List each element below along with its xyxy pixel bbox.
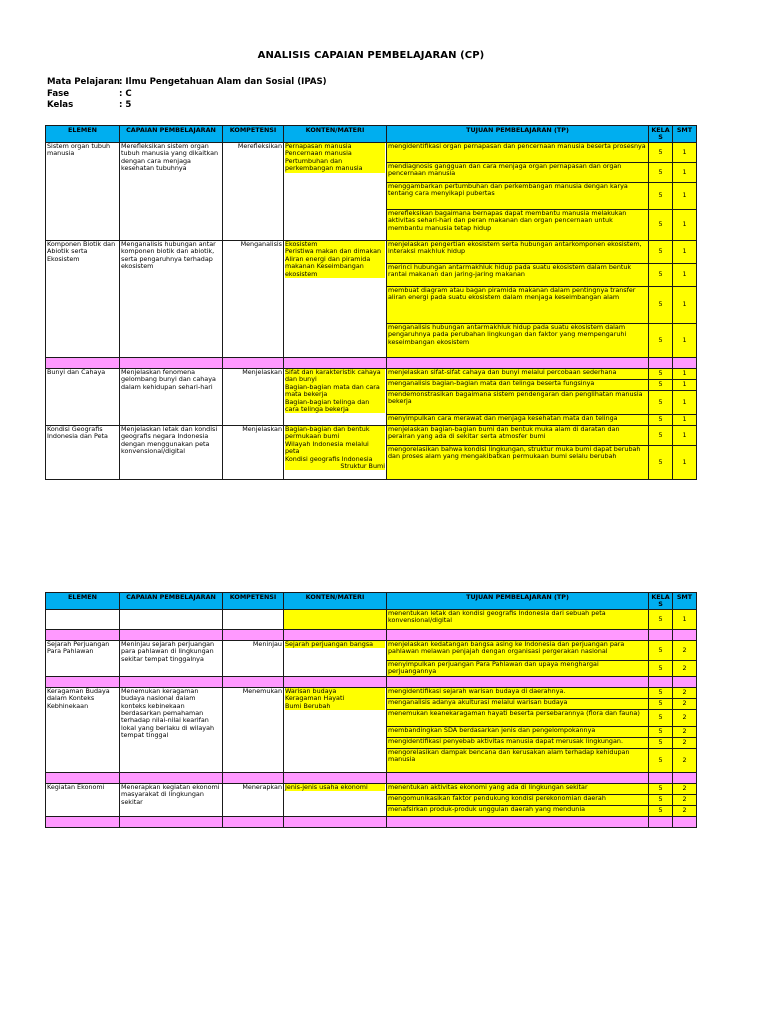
separator-cell bbox=[649, 772, 673, 783]
kelas-cell: 5 bbox=[649, 794, 673, 805]
elemen-cell: Kegiatan Ekonomi bbox=[46, 783, 120, 816]
table-row bbox=[46, 143, 697, 163]
kelas-cell: 5 bbox=[649, 210, 673, 241]
meta-row-mapel bbox=[47, 77, 327, 89]
separator-cell bbox=[223, 676, 284, 687]
separator-cell bbox=[120, 630, 223, 641]
tp-cell: menafsirkan produk-produk unggulan daerah yang mendunia bbox=[387, 805, 649, 816]
meta-value: : 5 bbox=[119, 100, 132, 111]
separator-cell bbox=[223, 358, 284, 369]
column-header: SMT bbox=[673, 593, 697, 610]
smt-cell: 2 bbox=[673, 783, 697, 794]
column-header: ELEMEN bbox=[46, 593, 120, 610]
elemen-cell bbox=[46, 610, 120, 630]
konten-item: Ekosistem bbox=[285, 241, 385, 248]
meta-label: Kelas bbox=[47, 100, 74, 111]
konten-item: Wilayah Indonesia melalui peta bbox=[285, 441, 385, 456]
column-header: CAPAIAN PEMBELAJARAN bbox=[120, 126, 223, 143]
cp-cell: Menjelaskan fenomena gelombang bunyi dan cahaya dalam kehidupan sehari-hari bbox=[120, 369, 223, 426]
tp-cell: mengomunikasikan faktor pendukung kondisi perekonomian daerah bbox=[387, 794, 649, 805]
smt-cell: 2 bbox=[673, 709, 697, 726]
konten-item: Bagian-bagian telinga dan cara telinga bekerja bbox=[285, 399, 385, 414]
column-header: KELAS bbox=[649, 593, 673, 610]
separator-cell bbox=[284, 816, 387, 827]
kelas-cell: 5 bbox=[649, 264, 673, 287]
konten-item: Kondisi geografis Indonesia bbox=[285, 456, 385, 463]
kelas-cell: 5 bbox=[649, 783, 673, 794]
kompetensi-cell: Menjelaskan bbox=[223, 426, 284, 480]
smt-cell: 1 bbox=[673, 426, 697, 446]
separator-cell bbox=[46, 630, 120, 641]
kelas-cell: 5 bbox=[649, 805, 673, 816]
konten-item: Bagian-bagian mata dan cara mata bekerja bbox=[285, 384, 385, 399]
separator-cell bbox=[120, 772, 223, 783]
kelas-cell: 5 bbox=[649, 415, 673, 426]
table-row bbox=[46, 610, 697, 630]
konten-item: Peristiwa makan dan dimakan bbox=[285, 248, 385, 255]
kelas-cell: 5 bbox=[649, 391, 673, 415]
separator-cell bbox=[284, 772, 387, 783]
table-row bbox=[46, 241, 697, 264]
tp-cell: menganalisis bagian-bagian mata dan telinga beserta fungsinya bbox=[387, 380, 649, 391]
kompetensi-cell: Menemukan bbox=[223, 687, 284, 772]
elemen-cell: Keragaman Budaya dalam Konteks Kebhinekaan bbox=[46, 687, 120, 772]
smt-cell: 2 bbox=[673, 748, 697, 772]
cp-cell: Meninjau sejarah perjuangan para pahlawan di lingkungan sekitar tempat tinggalnya bbox=[120, 641, 223, 677]
column-header: KOMPETENSI bbox=[223, 126, 284, 143]
tp-cell: menjelaskan kedatangan bangsa asing ke Indonesia dan perjuangan para pahlawan melawan penjajah dengan organisasi pergerakan nasional bbox=[387, 641, 649, 661]
separator-cell bbox=[284, 676, 387, 687]
table-row bbox=[46, 641, 697, 661]
konten-item: Keragaman Hayati bbox=[285, 695, 385, 702]
konten-cell bbox=[284, 369, 387, 426]
kelas-cell: 5 bbox=[649, 143, 673, 163]
column-header: CAPAIAN PEMBELAJARAN bbox=[120, 593, 223, 610]
separator-row bbox=[46, 676, 697, 687]
tp-cell: mendiagnosis gangguan dan cara menjaga organ pernapasan dan organ pencernaan manusia bbox=[387, 163, 649, 183]
tp-cell: menjelaskan pengertian ekosistem serta hubungan antarkomponen ekosistem, interaksi makhluk hidup bbox=[387, 241, 649, 264]
tp-cell: mengidentifikasi sejarah warisan budaya di daerahnya. bbox=[387, 687, 649, 698]
smt-cell: 2 bbox=[673, 726, 697, 737]
separator-cell bbox=[649, 816, 673, 827]
document-title: ANALISIS CAPAIAN PEMBELAJARAN (CP) bbox=[257, 50, 485, 61]
separator-cell bbox=[46, 816, 120, 827]
kompetensi-cell: Meninjau bbox=[223, 641, 284, 677]
smt-cell: 1 bbox=[673, 241, 697, 264]
cp-cell: Menjelaskan letak dan kondisi geografis negara Indonesia dengan menggunakan peta konvensional/digital bbox=[120, 426, 223, 480]
kelas-cell: 5 bbox=[649, 748, 673, 772]
kompetensi-cell bbox=[223, 610, 284, 630]
kelas-cell: 5 bbox=[649, 687, 673, 698]
column-header: KONTEN/MATERI bbox=[284, 593, 387, 610]
separator-cell bbox=[649, 676, 673, 687]
kelas-cell: 5 bbox=[649, 183, 673, 210]
meta-label: Mata Pelajaran bbox=[47, 77, 121, 87]
header-row bbox=[46, 126, 697, 143]
smt-cell: 1 bbox=[673, 391, 697, 415]
meta-info bbox=[47, 77, 327, 112]
kompetensi-cell: Menganalisis bbox=[223, 241, 284, 358]
separator-cell bbox=[46, 358, 120, 369]
column-header: SMT bbox=[673, 126, 697, 143]
konten-cell bbox=[284, 687, 387, 772]
separator-cell bbox=[284, 358, 387, 369]
cp-table-2 bbox=[45, 592, 697, 828]
tp-cell: menentukan letak dan kondisi geografis Indonesia dari sebuah peta konvensional/digital bbox=[387, 610, 649, 630]
kelas-cell: 5 bbox=[649, 737, 673, 748]
smt-cell: 1 bbox=[673, 183, 697, 210]
column-header: KONTEN/MATERI bbox=[284, 126, 387, 143]
tp-cell: membandingkan SDA berdasarkan jenis dan pengelompokannya bbox=[387, 726, 649, 737]
separator-cell bbox=[649, 358, 673, 369]
separator-cell bbox=[387, 676, 649, 687]
separator-cell bbox=[673, 772, 697, 783]
smt-cell: 2 bbox=[673, 698, 697, 709]
smt-cell: 1 bbox=[673, 287, 697, 324]
separator-cell bbox=[673, 816, 697, 827]
cp-cell: Merefleksikan sistem organ tubuh manusia yang dikaitkan dengan cara menjaga kesehatan tubuhnya bbox=[120, 143, 223, 241]
smt-cell: 2 bbox=[673, 737, 697, 748]
smt-cell: 2 bbox=[673, 794, 697, 805]
tp-cell: mengorelasikan bahwa kondisi lingkungan, struktur muka bumi dapat berubah dan proses alam yang mengakibatkan permukaan bumi selalu berubah bbox=[387, 446, 649, 480]
kelas-cell: 5 bbox=[649, 426, 673, 446]
separator-cell bbox=[673, 676, 697, 687]
cp-table-1 bbox=[45, 125, 697, 480]
separator-cell bbox=[649, 630, 673, 641]
separator-cell bbox=[387, 358, 649, 369]
konten-item: Sejarah perjuangan bangsa bbox=[285, 641, 385, 648]
elemen-cell: Bunyi dan Cahaya bbox=[46, 369, 120, 426]
separator-row bbox=[46, 816, 697, 827]
konten-cell bbox=[284, 143, 387, 241]
konten-item: Pernapasan manusia bbox=[285, 143, 385, 150]
smt-cell: 2 bbox=[673, 641, 697, 661]
meta-value: : C bbox=[119, 88, 132, 99]
kelas-cell: 5 bbox=[649, 287, 673, 324]
tp-cell: mengidentifikasi organ pernapasan dan pencernaan manusia beserta prosesnya bbox=[387, 143, 649, 163]
column-header: ELEMEN bbox=[46, 126, 120, 143]
kelas-cell: 5 bbox=[649, 163, 673, 183]
smt-cell: 1 bbox=[673, 324, 697, 358]
smt-cell: 2 bbox=[673, 661, 697, 677]
kelas-cell: 5 bbox=[649, 610, 673, 630]
tp-cell: menggambarkan pertumbuhan dan perkembangan manusia dengan karya tentang cara menyikapi pubertas bbox=[387, 183, 649, 210]
tp-cell: merefleksikan bagaimana bernapas dapat membantu manusia melakukan aktivitas sehari-hari dan peran makanan dan organ pencernaan untuk membantu manusia tetap hidup bbox=[387, 210, 649, 241]
meta-label: Fase bbox=[47, 88, 70, 99]
separator-cell bbox=[387, 816, 649, 827]
kompetensi-cell: Menerapkan bbox=[223, 783, 284, 816]
kelas-cell: 5 bbox=[649, 369, 673, 380]
separator-row bbox=[46, 772, 697, 783]
tp-cell: menganalisis hubungan antarmakhluk hidup pada suatu ekosistem dalam pengaruhnya pada perubahan lingkungan dan faktor yang mempengaruhi keseimbangan ekosistem bbox=[387, 324, 649, 358]
tp-cell: mengorelasikan dampak bencana dan kerusakan alam terhadap kehidupan manusia bbox=[387, 748, 649, 772]
meta-row-fase bbox=[47, 89, 327, 101]
smt-cell: 1 bbox=[673, 143, 697, 163]
kelas-cell: 5 bbox=[649, 661, 673, 677]
tp-cell: membuat diagram atau bagan piramida makanan dalam pentingnya transfer aliran energi pada suatu ekosistem dalam menjaga keseimbangan alam bbox=[387, 287, 649, 324]
konten-item: Bagian-bagian dan bentuk permukaan bumi bbox=[285, 426, 385, 441]
column-header: KOMPETENSI bbox=[223, 593, 284, 610]
column-header: TUJUAN PEMBELAJARAN (TP) bbox=[387, 593, 649, 610]
elemen-cell: Komponen Biotik dan Abiotik serta Ekosistem bbox=[46, 241, 120, 358]
kelas-cell: 5 bbox=[649, 698, 673, 709]
konten-item: Warisan budaya bbox=[285, 688, 385, 695]
konten-cell bbox=[284, 641, 387, 677]
separator-cell bbox=[223, 630, 284, 641]
tp-cell: menganalisis adanya akulturasi melalui warisan budaya bbox=[387, 698, 649, 709]
kelas-cell: 5 bbox=[649, 641, 673, 661]
tp-cell: mendemonstrasikan bagaimana sistem pendengaran dan penglihatan manusia bekerja bbox=[387, 391, 649, 415]
kompetensi-cell: Menjelaskan bbox=[223, 369, 284, 426]
cp-cell: Menganalisis hubungan antar komponen biotik dan abiotik, serta pengaruhnya terhadap ekosistem bbox=[120, 241, 223, 358]
elemen-cell: Kondisi Geografis Indonesia dan Peta bbox=[46, 426, 120, 480]
konten-item: Pertumbuhan dan perkembangan manusia bbox=[285, 158, 385, 173]
kelas-cell: 5 bbox=[649, 709, 673, 726]
konten-item: Struktur Bumi bbox=[285, 463, 385, 470]
separator-row bbox=[46, 630, 697, 641]
header-row bbox=[46, 593, 697, 610]
column-header: TUJUAN PEMBELAJARAN (TP) bbox=[387, 126, 649, 143]
table-row bbox=[46, 783, 697, 794]
cp-cell bbox=[120, 610, 223, 630]
column-header: KELAS bbox=[649, 126, 673, 143]
separator-cell bbox=[223, 816, 284, 827]
tp-cell: menentukan aktivitas ekonomi yang ada di lingkungan sekitar bbox=[387, 783, 649, 794]
elemen-cell: Sistem organ tubuh manusia bbox=[46, 143, 120, 241]
separator-cell bbox=[46, 676, 120, 687]
smt-cell: 1 bbox=[673, 446, 697, 480]
konten-item: Bumi Berubah bbox=[285, 703, 385, 710]
separator-cell bbox=[120, 676, 223, 687]
konten-cell bbox=[284, 610, 387, 630]
separator-cell bbox=[387, 630, 649, 641]
konten-cell bbox=[284, 241, 387, 358]
table-row bbox=[46, 369, 697, 380]
smt-cell: 2 bbox=[673, 805, 697, 816]
tp-cell: menyimpulkan perjuangan Para Pahlawan dan upaya menghargai perjuangannya bbox=[387, 661, 649, 677]
separator-cell bbox=[120, 358, 223, 369]
separator-cell bbox=[120, 816, 223, 827]
separator-cell bbox=[673, 358, 697, 369]
kelas-cell: 5 bbox=[649, 446, 673, 480]
smt-cell: 2 bbox=[673, 687, 697, 698]
konten-item: Pencernaan manusia bbox=[285, 150, 385, 157]
konten-item: Jenis-jenis usaha ekonomi bbox=[285, 784, 385, 791]
tp-cell: mengidentifikasi penyebab aktivitas manusia dapat merusak lingkungan. bbox=[387, 737, 649, 748]
separator-cell bbox=[284, 630, 387, 641]
smt-cell: 1 bbox=[673, 610, 697, 630]
smt-cell: 1 bbox=[673, 380, 697, 391]
cp-cell: Menerapkan kegiatan ekonomi masyarakat di lingkungan sekitar bbox=[120, 783, 223, 816]
smt-cell: 1 bbox=[673, 369, 697, 380]
meta-value: : Ilmu Pengetahuan Alam dan Sosial (IPAS) bbox=[119, 77, 327, 87]
smt-cell: 1 bbox=[673, 264, 697, 287]
elemen-cell: Sejarah Perjuangan Para Pahlawan bbox=[46, 641, 120, 677]
tp-cell: menemukan keanekaragaman hayati beserta persebarannya (flora dan fauna) bbox=[387, 709, 649, 726]
separator-row bbox=[46, 358, 697, 369]
kelas-cell: 5 bbox=[649, 324, 673, 358]
separator-cell bbox=[223, 772, 284, 783]
separator-cell bbox=[387, 772, 649, 783]
separator-cell bbox=[673, 630, 697, 641]
kompetensi-cell: Merefleksikan bbox=[223, 143, 284, 241]
cp-cell: Menemukan keragaman budaya nasional dalam konteks kebinekaan berdasarkan pemahaman terhadap nilai-nilai kearifan lokal yang berlaku di wilayah tempat tinggal bbox=[120, 687, 223, 772]
table-row bbox=[46, 426, 697, 446]
tp-cell: menyimpulkan cara merawat dan menjaga kesehatan mata dan telinga bbox=[387, 415, 649, 426]
table-row bbox=[46, 687, 697, 698]
kelas-cell: 5 bbox=[649, 380, 673, 391]
konten-cell bbox=[284, 783, 387, 816]
smt-cell: 1 bbox=[673, 415, 697, 426]
tp-cell: menjelaskan bagian-bagian bumi dan bentuk muka alam di daratan dan perairan yang ada di sekitar serta atmosfer bumi bbox=[387, 426, 649, 446]
konten-cell bbox=[284, 426, 387, 480]
tp-cell: menjelaskan sifat-sifat cahaya dan bunyi melalui percobaan sederhana bbox=[387, 369, 649, 380]
separator-cell bbox=[46, 772, 120, 783]
konten-item: Aliran energi dan piramida makanan Keseimbangan ekosistem bbox=[285, 256, 385, 278]
kelas-cell: 5 bbox=[649, 241, 673, 264]
smt-cell: 1 bbox=[673, 163, 697, 183]
konten-item: Sifat dan karakteristik cahaya dan bunyi bbox=[285, 369, 385, 384]
smt-cell: 1 bbox=[673, 210, 697, 241]
tp-cell: merinci hubungan antarmakhluk hidup pada suatu ekosistem dalam bentuk rantai makanan dan jaring-jaring makanan bbox=[387, 264, 649, 287]
kelas-cell: 5 bbox=[649, 726, 673, 737]
meta-row-kelas bbox=[47, 100, 327, 112]
